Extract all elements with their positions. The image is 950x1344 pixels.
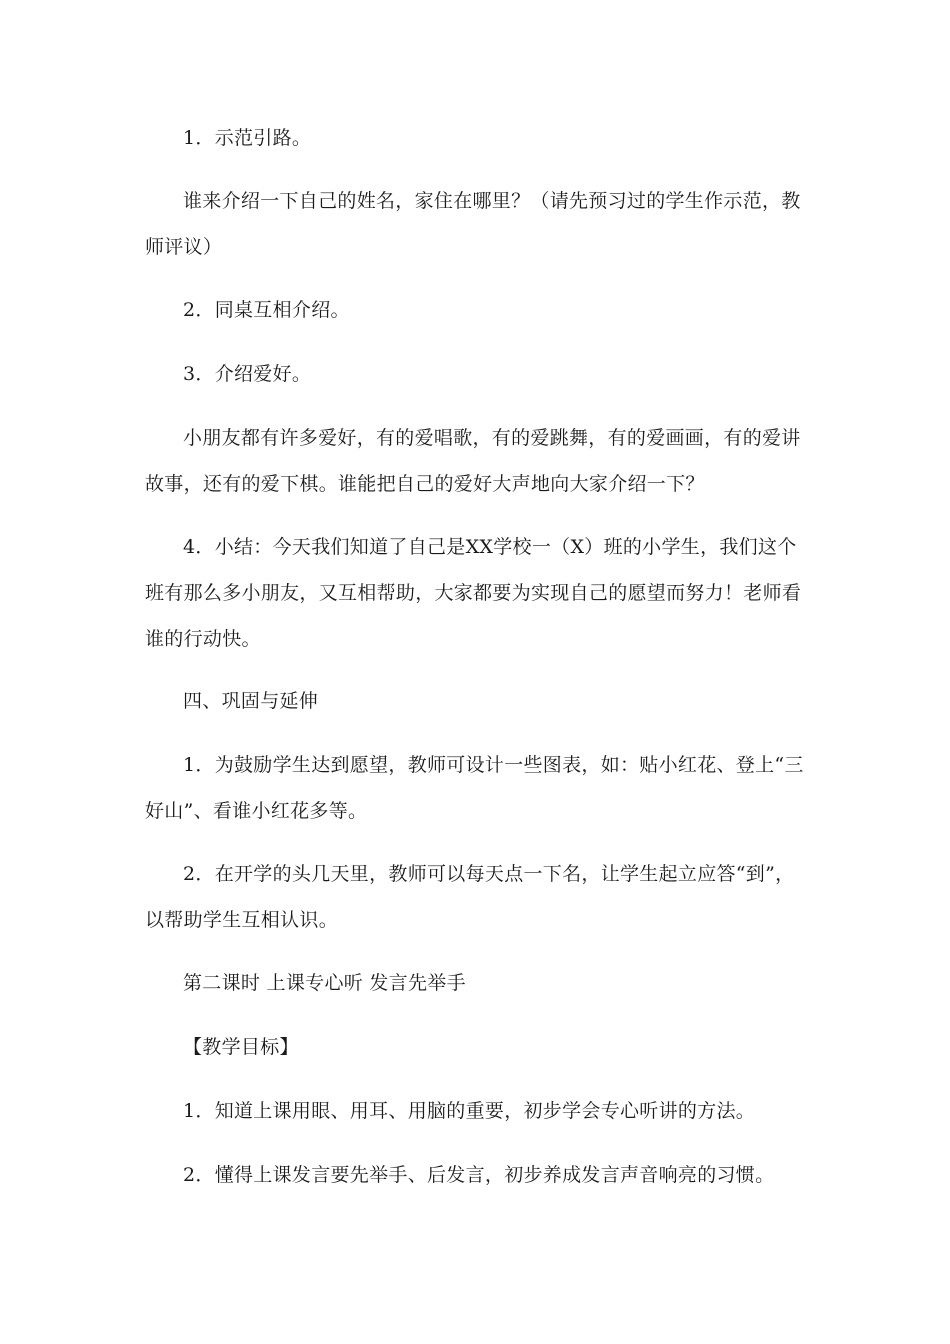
teaching-goals-heading: 【教学目标】: [183, 1036, 299, 1058]
paragraph-roll-call: 2．在开学的头几天里，教师可以每天点一下名，让学生起立应答“到”，以帮助学生互相认识。: [145, 863, 795, 931]
paragraph-hobby-heading: 3．介绍爱好。: [183, 363, 312, 385]
paragraph-summary: 4．小结：今天我们知道了自己是XX学校一（X）班的小学生，我们这个班有那么多小朋友，又互相帮助，大家都要为实现自己的愿望而努力！老师看谁的行动快。: [145, 536, 802, 650]
paragraph-deskmate-intro: 2．同桌互相介绍。: [183, 299, 350, 321]
paragraph-self-intro: 谁来介绍一下自己的姓名，家住在哪里？（请先预习过的学生作示范，教师评议）: [145, 190, 801, 258]
paragraph-hobby-text: 小朋友都有许多爱好，有的爱唱歌，有的爱跳舞，有的爱画画，有的爱讲故事，还有的爱下棋。谁能把自己的爱好大声地向大家介绍一下？: [145, 427, 801, 495]
paragraph-demo-heading: 1．示范引路。: [183, 127, 312, 149]
paragraph-encouragement: 1．为鼓励学生达到愿望，教师可设计一些图表，如：贴小红花、登上“三好山”、看谁小红花多等。: [145, 754, 804, 822]
lesson-title: 第二课时 上课专心听 发言先举手: [183, 972, 466, 994]
section-heading-consolidation: 四、巩固与延伸: [183, 690, 319, 712]
goal-item-1: 1．知道上课用眼、用耳、用脑的重要，初步学会专心听讲的方法。: [183, 1100, 756, 1122]
goal-item-2: 2．懂得上课发言要先举手、后发言，初步养成发言声音响亮的习惯。: [183, 1164, 775, 1186]
